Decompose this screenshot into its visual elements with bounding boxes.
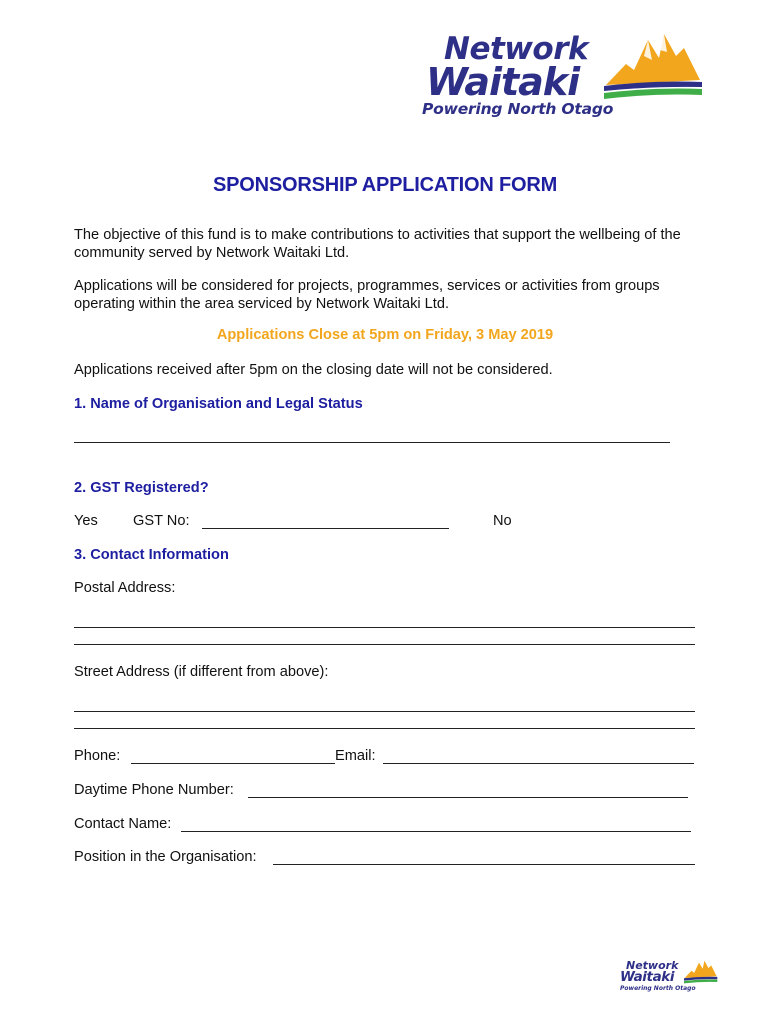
network-waitaki-logo <box>414 30 704 126</box>
gst-number-label: GST No: <box>133 513 190 529</box>
footer-logo-word-waitaki: Waitaki <box>620 969 675 985</box>
form-title: SPONSORSHIP APPLICATION FORM <box>212 174 558 196</box>
postal-address-label: Postal Address: <box>74 580 176 596</box>
position-field[interactable] <box>273 864 695 865</box>
postal-address-field-line-1[interactable] <box>74 627 695 628</box>
logo-word-waitaki: Waitaki <box>426 60 580 104</box>
phone-field[interactable] <box>131 763 335 764</box>
daytime-phone-field[interactable] <box>248 797 688 798</box>
intro-paragraph-2: Applications will be considered for projects, programmes, services or activities from groups operating within the area serviced by Network Waitaki Ltd. <box>74 278 660 312</box>
phone-label: Phone: <box>74 748 121 764</box>
section-1-heading: 1. Name of Organisation and Legal Status <box>74 396 363 412</box>
gst-number-field[interactable] <box>202 528 449 529</box>
footer-logo-tagline: Powering North Otago <box>620 985 696 992</box>
organisation-name-field[interactable] <box>74 442 670 443</box>
footer-mountain-logo-icon <box>684 958 718 986</box>
daytime-phone-label: Daytime Phone Number: <box>74 782 234 798</box>
network-waitaki-footer-logo <box>618 958 720 998</box>
street-address-field-line-2[interactable] <box>74 728 695 729</box>
contact-name-field[interactable] <box>181 831 691 832</box>
gst-no-option[interactable]: No <box>493 513 512 529</box>
position-label: Position in the Organisation: <box>74 849 257 865</box>
logo-word-network: Network <box>444 31 589 67</box>
section-2-heading: 2. GST Registered? <box>74 480 209 496</box>
logo-tagline: Powering North Otago <box>422 100 614 118</box>
email-field[interactable] <box>383 763 694 764</box>
mountain-logo-icon <box>604 30 704 105</box>
section-3-heading: 3. Contact Information <box>74 547 229 563</box>
postal-address-field-line-2[interactable] <box>74 644 695 645</box>
email-label: Email: <box>335 748 376 764</box>
street-address-field-line-1[interactable] <box>74 711 695 712</box>
deadline-notice: Applications Close at 5pm on Friday, 3 May 2019 <box>216 327 554 343</box>
contact-name-label: Contact Name: <box>74 816 172 832</box>
street-address-label: Street Address (if different from above): <box>74 664 329 680</box>
late-applications-note: Applications received after 5pm on the closing date will not be considered. <box>74 362 553 378</box>
footer-logo-word-network: Network <box>626 959 679 972</box>
intro-paragraph-1: The objective of this fund is to make contributions to activities that support the wellbeing of the community served by Network Waitaki Ltd. <box>74 227 681 261</box>
gst-yes-option[interactable]: Yes <box>74 513 98 529</box>
